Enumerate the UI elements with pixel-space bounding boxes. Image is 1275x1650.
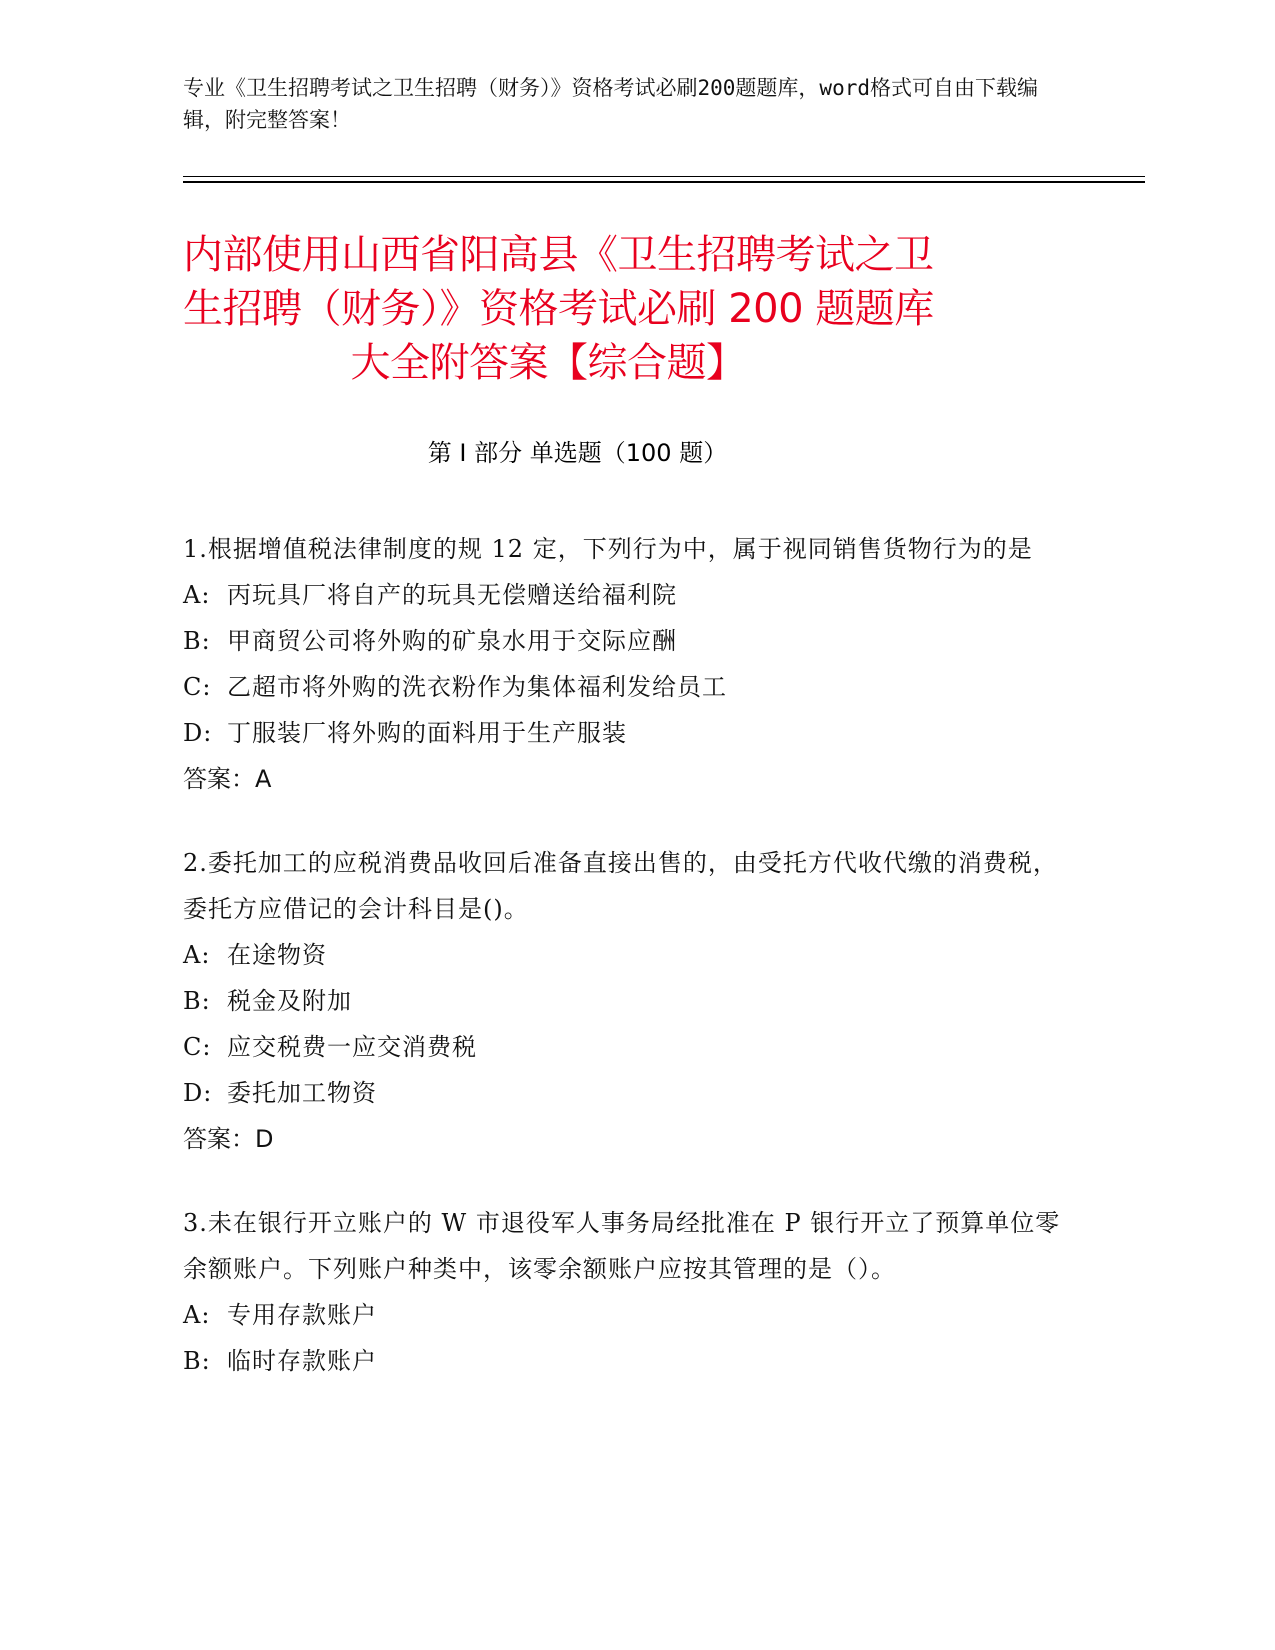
option-key: D:	[183, 719, 213, 747]
answer: 答案：A	[183, 765, 272, 793]
option-text: 丁服装厂将外购的面料用于生产服装	[227, 719, 627, 747]
question-list	[183, 526, 1063, 1422]
option-key: A:	[183, 581, 211, 609]
option-text: 甲商贸公司将外购的矿泉水用于交际应酬	[227, 627, 677, 655]
question-text: 3.未在银行开立账户的 W 市退役军人事务局经批准在 P 银行开立了预算单位零余额账户。下列账户种类中，该零余额账户应按其管理的是（）。	[183, 1209, 1061, 1283]
title-line-2: 生招聘（财务）》资格考试必刷 200 题题库	[183, 286, 934, 332]
option-key: B:	[183, 627, 211, 655]
option-b	[183, 978, 1063, 1024]
section-title: 第 I 部分 单选题（100 题）	[427, 439, 728, 467]
question-text: 2.委托加工的应税消费品收回后准备直接出售的，由受托方代收代缴的消费税，委托方应借记的会计科目是()。	[183, 849, 1058, 923]
option-a	[183, 572, 1063, 618]
option-text: 临时存款账户	[227, 1347, 377, 1375]
option-c	[183, 664, 1063, 710]
title-line-1: 内部使用山西省阳高县《卫生招聘考试之卫	[183, 232, 934, 278]
option-key: C:	[183, 1033, 212, 1061]
option-b	[183, 618, 1063, 664]
option-text: 应交税费一应交消费税	[227, 1033, 477, 1061]
option-key: B:	[183, 1347, 211, 1375]
option-text: 税金及附加	[227, 987, 352, 1015]
header-rule-thin	[183, 176, 1145, 177]
question-1	[183, 526, 1063, 802]
question-2	[183, 840, 1063, 1162]
option-c	[183, 1024, 1063, 1070]
option-key: D:	[183, 1079, 213, 1107]
option-d	[183, 1070, 1063, 1116]
option-key: A:	[183, 941, 211, 969]
option-text: 丙玩具厂将自产的玩具无偿赠送给福利院	[227, 581, 677, 609]
answer: 答案：D	[183, 1125, 274, 1153]
title-line-3: 大全附答案【综合题】	[350, 340, 746, 386]
question-text: 1.根据增值税法律制度的规 12 定，下列行为中，属于视同销售货物行为的是	[183, 535, 1033, 563]
option-a	[183, 1292, 1063, 1338]
option-a	[183, 932, 1063, 978]
document-title	[183, 228, 1063, 390]
option-text: 在途物资	[227, 941, 327, 969]
option-key: A:	[183, 1301, 211, 1329]
option-text: 乙超市将外购的洗衣粉作为集体福利发给员工	[227, 673, 727, 701]
header-note: 专业《卫生招聘考试之卫生招聘（财务）》资格考试必刷200题题库，word格式可自由下载编辑，附完整答案！	[183, 76, 1038, 132]
option-text: 委托加工物资	[227, 1079, 377, 1107]
option-text: 专用存款账户	[227, 1301, 377, 1329]
option-d	[183, 710, 1063, 756]
header-rule-thick	[183, 181, 1145, 183]
option-key: C:	[183, 673, 212, 701]
option-b	[183, 1338, 1063, 1384]
question-3	[183, 1200, 1063, 1384]
option-key: B:	[183, 987, 211, 1015]
